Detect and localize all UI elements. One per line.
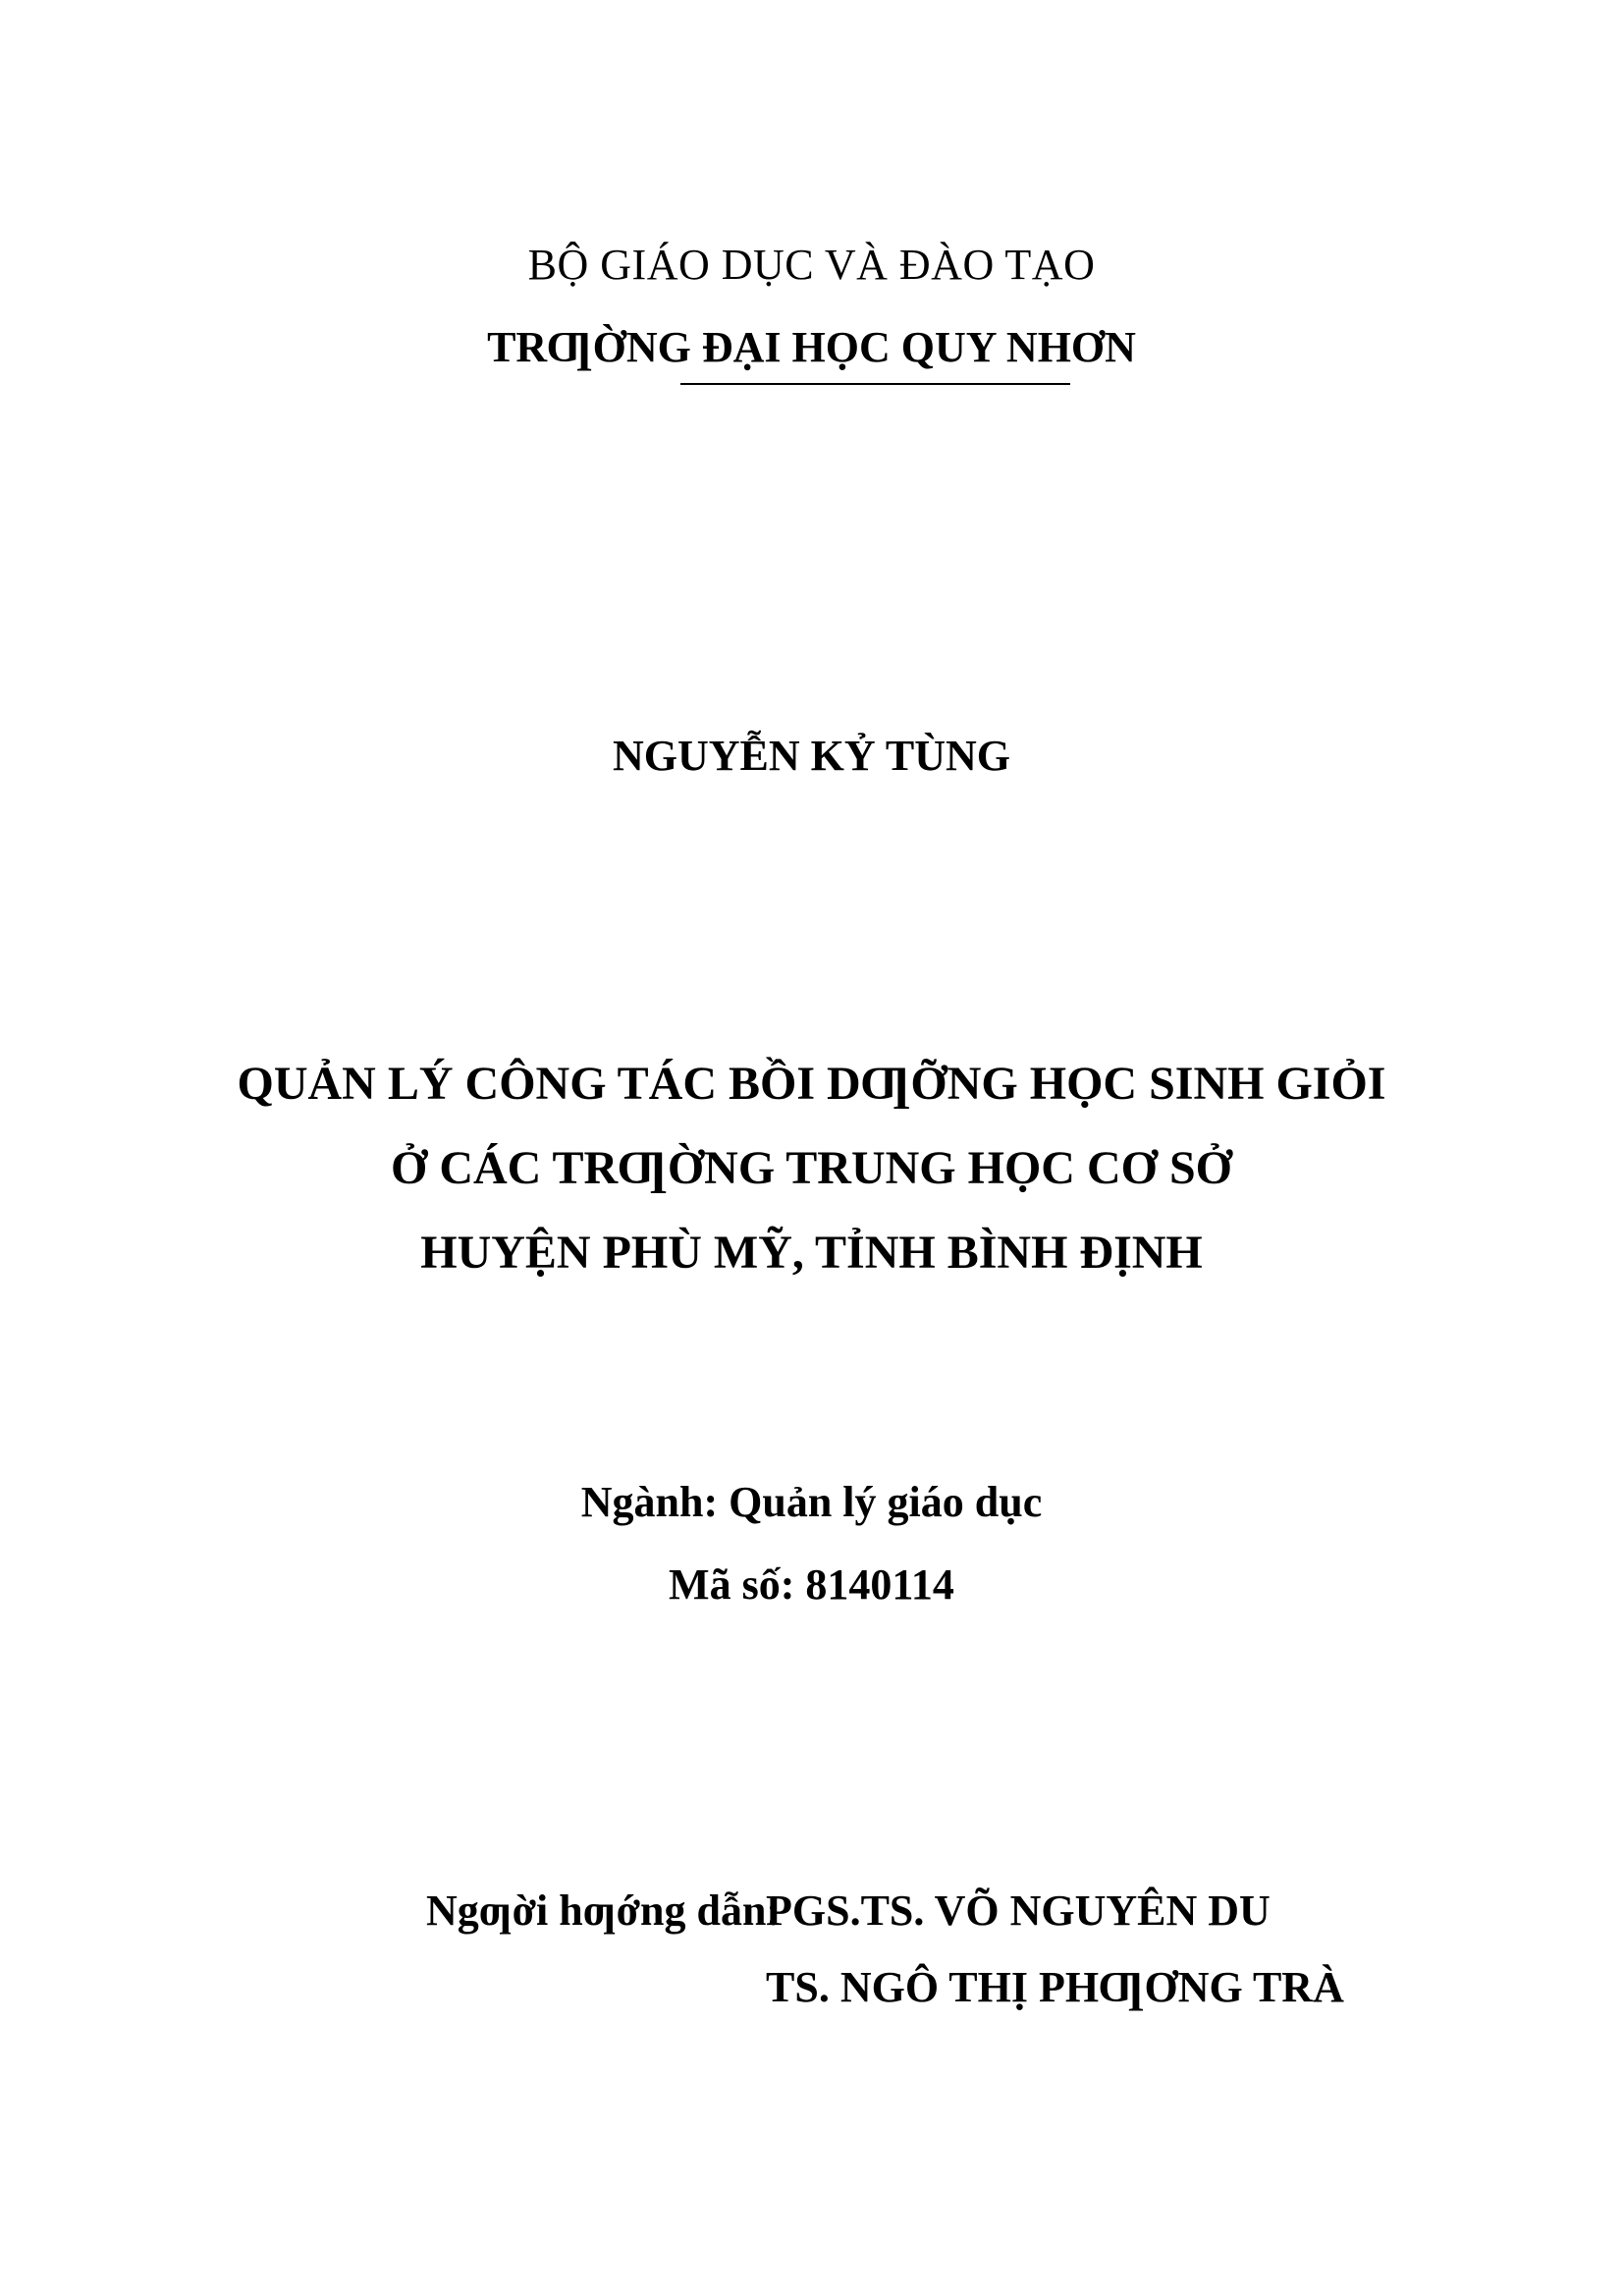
program-code: Mã số: 8140114 [669,1560,954,1609]
ministry-name: BỘ GIÁO DỤC VÀ ĐÀO TẠO [527,241,1096,289]
author-name: NGUYỄN KỶ TÙNG [612,732,1010,780]
university-name: TRƢỜNG ĐẠI HỌC QUY NHƠN [487,323,1136,371]
header-underline [680,383,1070,385]
advisor-name-1: PGS.TS. VÕ NGUYÊN DU [766,1886,1271,1935]
advisor-label: Ngƣời hƣớng dẫn: [426,1886,782,1935]
thesis-title-line-2: Ở CÁC TRƢỜNG TRUNG HỌC CƠ SỞ [390,1142,1232,1194]
major-field: Ngành: Quản lý giáo dục [580,1478,1043,1526]
advisor-name-2: TS. NGÔ THỊ PHƢƠNG TRÀ [766,1963,1344,2011]
thesis-title-line-3: HUYỆN PHÙ MỸ, TỈNH BÌNH ĐỊNH [420,1227,1203,1279]
thesis-title-line-1: QUẢN LÝ CÔNG TÁC BỒI DƢỠNG HỌC SINH GIỎI [237,1058,1386,1110]
